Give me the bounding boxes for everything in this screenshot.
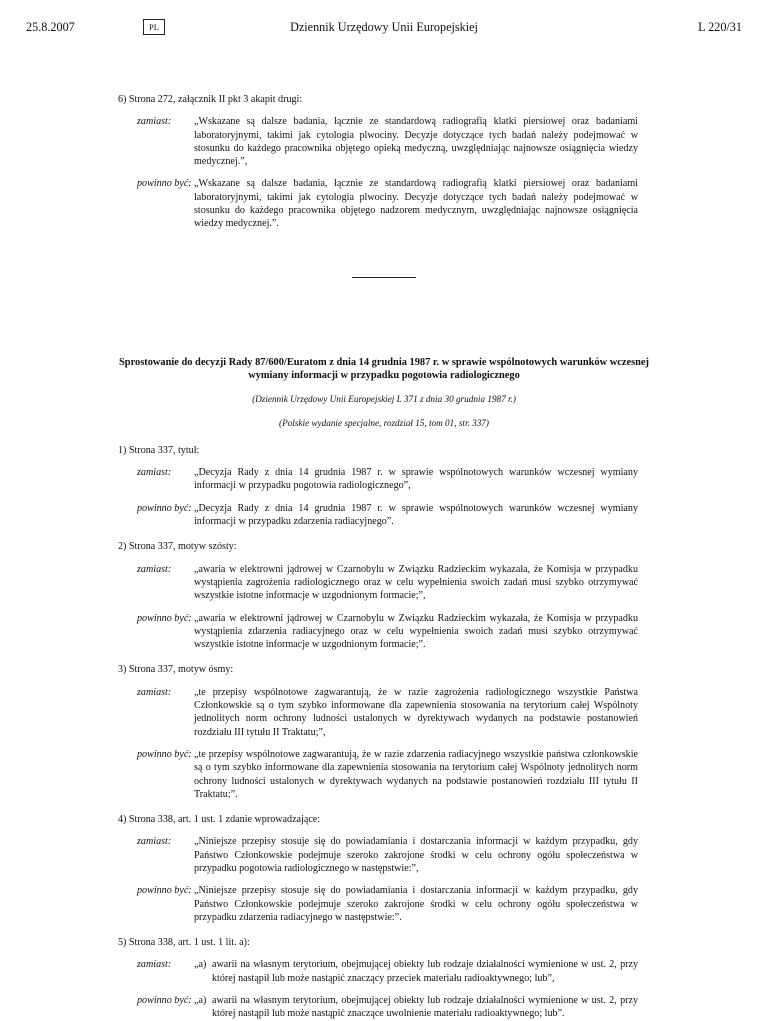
item-heading: 2) Strona 337, motyw szósty: bbox=[118, 541, 237, 553]
separator-rule bbox=[352, 277, 416, 278]
should-label: powinno być: bbox=[137, 748, 192, 760]
correction-item bbox=[0, 813, 768, 924]
citation-special-edition: (Polskie wydanie specjalne, rozdział 15, tom 01, str. 337) bbox=[279, 417, 489, 428]
instead-label: zamiast: bbox=[137, 836, 172, 848]
should-text: „Niniejsze przepisy stosuje się do powiadamiania i dostarczania informacji w każdym przypadku, gdy Państwo Członkowskie podejmuje szeroko zakrojone środki w celu ochrony ogółu społeczeństwa w przypadku zdarzenia radiacyjnego w następstwie:”. bbox=[194, 885, 638, 923]
instead-text: „te przepisy wspólnotowe zagwarantują, że w razie zagrożenia radiologicznego wszystkie Państwa Członkowskie są o tym szybko informowane dla zapewnienia stosowania na terytorium całej Wspólnoty jednolitych norm ochrony ludności ustalonych w dyrektywach wydanych na podstawie postanowień rozdziału III tytułu II Traktatu;”, bbox=[194, 686, 638, 738]
document-title: Sprostowanie do decyzji Rady 87/600/Euratom z dnia 14 grudnia 1987 r. w sprawie wspólnotowych warunków wczesnej wymiany informacji w przypadku pogotowia radiologicznego bbox=[119, 356, 649, 381]
instead-row bbox=[0, 115, 768, 168]
page-number: L 220/31 bbox=[698, 20, 742, 34]
should-row bbox=[0, 502, 768, 529]
should-label: powinno być: bbox=[137, 995, 192, 1007]
instead-text: „Decyzja Rady z dnia 14 grudnia 1987 r. w sprawie wspólnotowych warunków wczesnej wymiany informacji w przypadku pogotowia radiologicznego”, bbox=[194, 467, 638, 492]
page-header bbox=[0, 20, 768, 40]
instead-text-block bbox=[194, 958, 638, 985]
item-heading: 5) Strona 338, art. 1 ust. 1 lit. a): bbox=[118, 937, 250, 949]
instead-row bbox=[0, 466, 768, 493]
correction-item bbox=[0, 93, 768, 231]
citation-oj: (Dziennik Urzędowy Unii Europejskiej L 371 z dnia 30 grudnia 1987 r.) bbox=[252, 394, 516, 405]
should-label: powinno być: bbox=[137, 885, 192, 897]
should-row bbox=[0, 748, 768, 801]
correction-item bbox=[0, 663, 768, 801]
instead-text: „Niniejsze przepisy stosuje się do powiadamiania i dostarczania informacji w każdym przypadku, gdy Państwo Członkowskie podejmuje szeroko zakrojone środki w celu ochrony ogółu społeczeństwa w przypadku pogotowia radiologicznego w następstwie:”, bbox=[194, 836, 638, 874]
header-date: 25.8.2007 bbox=[26, 20, 75, 34]
should-text-block bbox=[194, 994, 638, 1021]
instead-row bbox=[0, 563, 768, 603]
should-text: „awaria w elektrowni jądrowej w Czarnobylu w Związku Radzieckim wykazała, że Komisja w przypadku wystąpienia zdarzenia radiacyjnego oraz w celu wypełnienia swoich zadań musi szybko otrzymywać wszystkie istotne informacje w uzgodnionym formacie;”. bbox=[194, 612, 638, 651]
language-badge: PL bbox=[143, 19, 165, 35]
should-label: powinno być: bbox=[137, 612, 192, 624]
instead-text: „Wskazane są dalsze badania, łącznie ze standardową radiografią klatki piersiowej oraz badaniami laboratoryjnymi, takimi jak cytologia plwociny. Decyzje dotyczące tych badań należy podejmować w stosunku do każdego pracownika objętego opieką medyczną, uwzględniając najnowsze osiągnięcia wiedzy medycznej.”, bbox=[194, 116, 638, 168]
item-heading: 3) Strona 337, motyw ósmy: bbox=[118, 664, 234, 676]
instead-label: zamiast: bbox=[137, 563, 172, 575]
document-body bbox=[0, 93, 768, 1021]
instead-label: zamiast: bbox=[137, 959, 172, 971]
instead-text: „awaria w elektrowni jądrowej w Czarnobylu w Związku Radzieckim wykazała, że Komisja w przypadku wystąpienia zagrożenia radiologicznego oraz w celu wypełnienia swoich zadań musi szybko otrzymywać wszystkie istotne informacje w uzgodnionym formacie;”, bbox=[194, 563, 638, 602]
instead-row bbox=[0, 686, 768, 739]
instead-label: zamiast: bbox=[137, 116, 172, 128]
instead-label: zamiast: bbox=[137, 467, 172, 479]
item-heading: 4) Strona 338, art. 1 ust. 1 zdanie wprowadzające: bbox=[118, 814, 321, 826]
should-row bbox=[0, 994, 768, 1021]
point-marker: „a) bbox=[194, 959, 207, 971]
point-marker: „a) bbox=[194, 995, 207, 1007]
should-text: „Wskazane są dalsze badania, łącznie ze standardową radiografią klatki piersiowej oraz badaniami laboratoryjnymi, takimi jak cytologia plwociny. Decyzje dotyczące tych badań należy podejmować w stosunku do każdego pracownika objętego nadzorem medycznym, uwzględniając najnowsze osiągnięcia wiedzy medycznej.”. bbox=[194, 178, 638, 230]
should-row bbox=[0, 884, 768, 924]
item-heading: 1) Strona 337, tytuł: bbox=[118, 444, 200, 456]
should-row bbox=[0, 177, 768, 230]
item-heading: 6) Strona 272, załącznik II pkt 3 akapit drugi: bbox=[118, 94, 303, 105]
journal-title: Dziennik Urzędowy Unii Europejskiej bbox=[290, 20, 478, 34]
should-text: awarii na własnym terytorium, obejmującej obiekty lub rodzaje działalności wymienione w ust. 2, przy której nastąpił lub może nastąpić znaczące uwolnienie materiału radioaktywnego; lub”. bbox=[212, 995, 638, 1020]
should-label: powinno być: bbox=[137, 178, 192, 190]
should-text: „te przepisy wspólnotowe zagwarantują, że w razie zdarzenia radiacyjnego wszystkie państwa członkowskie są o tym szybko informowane dla zapewnienia stosowania na terytorium całej Wspólnoty jednolitych norm ochrony ludności ustalonych w dyrektywach wydanych na podstawie postanowień rozdziału III tytułu II Traktatu;”. bbox=[194, 748, 638, 800]
correction-item bbox=[0, 540, 768, 651]
should-row bbox=[0, 612, 768, 652]
correction-item bbox=[0, 936, 768, 1020]
should-label: powinno być: bbox=[137, 502, 192, 514]
correction-item bbox=[0, 444, 768, 528]
instead-row bbox=[0, 958, 768, 985]
instead-label: zamiast: bbox=[137, 686, 172, 698]
should-text: „Decyzja Rady z dnia 14 grudnia 1987 r. w sprawie wspólnotowych warunków wczesnej wymiany informacji w przypadku zdarzenia radiacyjnego”. bbox=[194, 502, 638, 528]
instead-text: awarii na własnym terytorium, obejmującej obiekty lub rodzaje działalności wymienione w ust. 2, przy której nastąpił lub może nastąpić znaczący przeciek materiału radioaktywnego; lub”, bbox=[212, 959, 638, 984]
instead-row bbox=[0, 835, 768, 875]
